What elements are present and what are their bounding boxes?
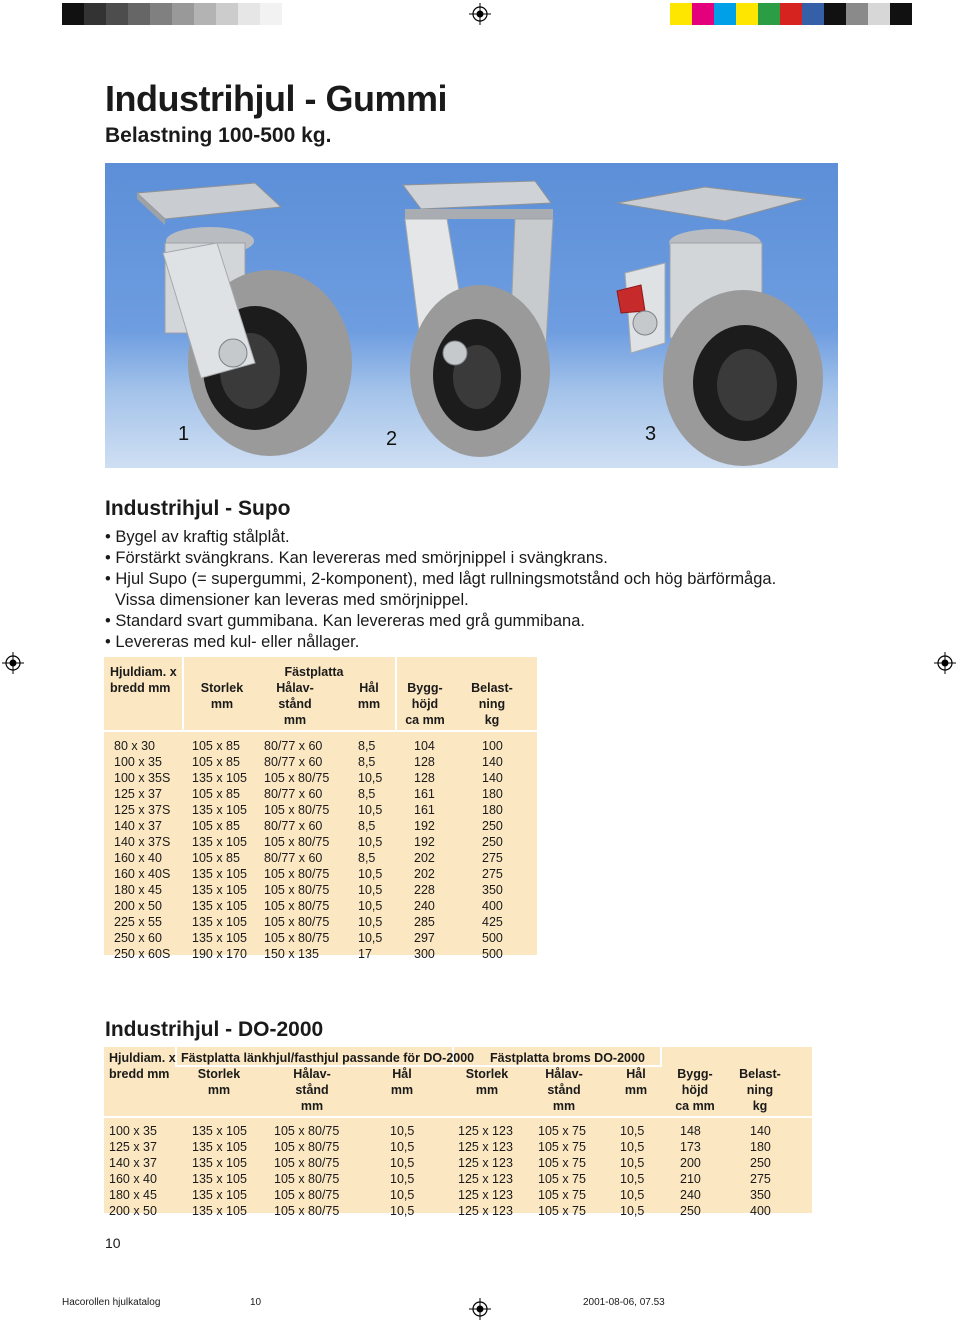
table-cell: 10,5 bbox=[390, 1172, 415, 1186]
page-subtitle: Belastning 100-500 kg. bbox=[105, 124, 332, 147]
color-swatch bbox=[890, 3, 912, 25]
table-cell: 100 x 35S bbox=[114, 771, 171, 785]
list-item: • Levereras med kul- eller nållager. bbox=[105, 633, 360, 651]
table-cell: 350 bbox=[482, 883, 503, 897]
table-row bbox=[104, 930, 537, 946]
header-storlek-1: Storlek mm bbox=[197, 1067, 241, 1097]
table-cell: 192 bbox=[414, 819, 435, 833]
table-cell: 150 x 135 bbox=[264, 947, 319, 961]
table-cell: 135 x 105 bbox=[192, 1156, 247, 1170]
table-cell: 100 bbox=[482, 739, 503, 753]
color-swatch bbox=[736, 3, 758, 25]
table-cell: 105 x 80/75 bbox=[264, 915, 330, 929]
table-cell: 400 bbox=[482, 899, 503, 913]
photo-label-2: 2 bbox=[386, 428, 398, 450]
table-cell: 135 x 105 bbox=[192, 1124, 247, 1138]
table-cell: 105 x 80/75 bbox=[264, 899, 330, 913]
table-cell: 161 bbox=[414, 803, 435, 817]
list-item: • Förstärkt svängkrans. Kan levereras med smörjnippel i svängkrans. bbox=[105, 549, 608, 567]
table-cell: 10,5 bbox=[390, 1204, 415, 1218]
table-cell: 105 x 80/75 bbox=[264, 931, 330, 945]
table-cell: 10,5 bbox=[358, 771, 383, 785]
table-cell: 8,5 bbox=[358, 851, 376, 865]
table-cell: 105 x 80/75 bbox=[264, 883, 330, 897]
table-cell: 105 x 85 bbox=[192, 755, 240, 769]
table-row bbox=[104, 738, 537, 754]
footer-page: 10 bbox=[250, 1297, 262, 1308]
table-cell: 8,5 bbox=[358, 787, 376, 801]
table-cell: 135 x 105 bbox=[192, 771, 247, 785]
table-cell: 80 x 30 bbox=[114, 739, 156, 753]
header-belastning: Belast- ning kg bbox=[471, 681, 513, 727]
table-cell: 300 bbox=[414, 947, 435, 961]
table-cell: 80/77 x 60 bbox=[264, 851, 323, 865]
table-cell: 17 bbox=[358, 947, 372, 961]
color-swatch bbox=[670, 3, 692, 25]
table-cell: 10,5 bbox=[620, 1156, 645, 1170]
table-cell: 80/77 x 60 bbox=[264, 787, 323, 801]
table-cell: 160 x 40 bbox=[114, 851, 162, 865]
table-cell: 135 x 105 bbox=[192, 867, 247, 881]
gray-swatch bbox=[62, 3, 84, 25]
registration-mark-top bbox=[469, 3, 491, 25]
table-cell: 135 x 105 bbox=[192, 1204, 247, 1218]
table-row bbox=[104, 946, 537, 962]
header-bygghojd: Bygg- höjd ca mm bbox=[675, 1067, 715, 1113]
table-cell: 105 x 75 bbox=[538, 1188, 586, 1202]
table-cell: 135 x 105 bbox=[192, 1188, 247, 1202]
table-cell: 125 x 37S bbox=[114, 803, 171, 817]
table-cell: 135 x 105 bbox=[192, 915, 247, 929]
table-cell: 250 bbox=[680, 1204, 701, 1218]
header-halavstand: Hålav- stånd mm bbox=[276, 681, 314, 727]
table-row bbox=[104, 882, 537, 898]
table-cell: 8,5 bbox=[358, 755, 376, 769]
table-row bbox=[104, 1155, 812, 1171]
table-cell: 200 bbox=[680, 1156, 701, 1170]
gray-swatch bbox=[128, 3, 150, 25]
color-calibration-strip bbox=[670, 3, 912, 25]
table-cell: 105 x 80/75 bbox=[274, 1188, 340, 1202]
registration-mark-right bbox=[934, 652, 956, 674]
list-item: • Hjul Supo (= supergummi, 2-komponent), med lågt rullningsmotstånd och hög bärförmåga. bbox=[105, 570, 777, 588]
table-cell: 105 x 80/75 bbox=[264, 835, 330, 849]
table-cell: 80/77 x 60 bbox=[264, 819, 323, 833]
table-cell: 200 x 50 bbox=[114, 899, 162, 913]
table-row bbox=[104, 898, 537, 914]
table-cell: 140 bbox=[482, 771, 503, 785]
table-cell: 180 bbox=[482, 803, 503, 817]
table-row bbox=[104, 818, 537, 834]
table-cell: 173 bbox=[680, 1140, 701, 1154]
table-cell: 135 x 105 bbox=[192, 931, 247, 945]
table-cell: 285 bbox=[414, 915, 435, 929]
table-cell: 80/77 x 60 bbox=[264, 755, 323, 769]
table-cell: 250 bbox=[482, 835, 503, 849]
caster-wheels-photo bbox=[105, 163, 838, 468]
table-cell: 10,5 bbox=[390, 1124, 415, 1138]
table-cell: 275 bbox=[750, 1172, 771, 1186]
footer-catalog-name: Hacorollen hjulkatalog bbox=[62, 1297, 161, 1308]
table-row bbox=[104, 1203, 812, 1219]
table-cell: 105 x 75 bbox=[538, 1172, 586, 1186]
table-row bbox=[104, 914, 537, 930]
table-cell: 105 x 75 bbox=[538, 1124, 586, 1138]
table-cell: 10,5 bbox=[358, 899, 383, 913]
table-cell: 148 bbox=[680, 1124, 701, 1138]
table-cell: 160 x 40S bbox=[114, 867, 171, 881]
table-cell: 135 x 105 bbox=[192, 1172, 247, 1186]
table-row bbox=[104, 1187, 812, 1203]
table-cell: 10,5 bbox=[620, 1140, 645, 1154]
table-cell: 10,5 bbox=[390, 1156, 415, 1170]
header-storlek: Storlek mm bbox=[200, 681, 244, 711]
color-swatch bbox=[846, 3, 868, 25]
table-row bbox=[104, 850, 537, 866]
table-cell: 135 x 105 bbox=[192, 803, 247, 817]
table-cell: 210 bbox=[680, 1172, 701, 1186]
table-cell: 180 x 45 bbox=[114, 883, 162, 897]
page-number: 10 bbox=[105, 1235, 121, 1251]
table-cell: 200 x 50 bbox=[109, 1204, 157, 1218]
color-swatch bbox=[758, 3, 780, 25]
color-swatch bbox=[868, 3, 890, 25]
table-cell: 10,5 bbox=[620, 1124, 645, 1138]
table-cell: 125 x 123 bbox=[458, 1140, 513, 1154]
table-cell: 180 x 45 bbox=[109, 1188, 157, 1202]
table-row bbox=[104, 770, 537, 786]
table-cell: 105 x 85 bbox=[192, 851, 240, 865]
table-cell: 140 x 37 bbox=[109, 1156, 157, 1170]
header-storlek-2: Storlek mm bbox=[465, 1067, 509, 1097]
table-cell: 140 x 37 bbox=[114, 819, 162, 833]
registration-mark-left bbox=[2, 652, 24, 674]
table-cell: 180 bbox=[482, 787, 503, 801]
table-cell: 105 x 80/75 bbox=[264, 803, 330, 817]
table-cell: 125 x 37 bbox=[114, 787, 162, 801]
table-cell: 128 bbox=[414, 771, 435, 785]
header-halavstand-1: Hålav- stånd mm bbox=[293, 1067, 331, 1113]
gray-swatch bbox=[260, 3, 282, 25]
page-title: Industrihjul - Gummi bbox=[105, 78, 447, 119]
color-swatch bbox=[802, 3, 824, 25]
table-cell: 105 x 75 bbox=[538, 1156, 586, 1170]
table-cell: 125 x 123 bbox=[458, 1188, 513, 1202]
table-cell: 250 bbox=[482, 819, 503, 833]
table-cell: 425 bbox=[482, 915, 503, 929]
header-fastplatta-broms: Fästplatta broms DO-2000 bbox=[490, 1051, 645, 1065]
table-cell: 400 bbox=[750, 1204, 771, 1218]
table-row bbox=[104, 834, 537, 850]
header-hal-2: Hål mm bbox=[624, 1067, 648, 1097]
header-belastning: Belast- ning kg bbox=[739, 1067, 781, 1113]
table-cell: 10,5 bbox=[358, 835, 383, 849]
table-cell: 105 x 80/75 bbox=[274, 1124, 340, 1138]
table-cell: 275 bbox=[482, 867, 503, 881]
header-fastplatta-lankhjul: Fästplatta länkhjul/fasthjul passande för DO-2000 bbox=[181, 1051, 475, 1065]
color-swatch bbox=[692, 3, 714, 25]
table-cell: 297 bbox=[414, 931, 435, 945]
gray-swatch bbox=[172, 3, 194, 25]
supo-feature-list bbox=[105, 527, 776, 653]
table-cell: 202 bbox=[414, 867, 435, 881]
header-bygghojd: Bygg- höjd ca mm bbox=[405, 681, 445, 727]
table-cell: 105 x 75 bbox=[538, 1204, 586, 1218]
table-row bbox=[104, 1123, 812, 1139]
table-cell: 10,5 bbox=[390, 1188, 415, 1202]
caster-wheel-2 bbox=[403, 181, 553, 457]
color-swatch bbox=[824, 3, 846, 25]
table-cell: 104 bbox=[414, 739, 435, 753]
supo-heading: Industrihjul - Supo bbox=[105, 497, 291, 520]
table-cell: 125 x 37 bbox=[109, 1140, 157, 1154]
table-row bbox=[104, 786, 537, 802]
table-cell: 140 bbox=[750, 1124, 771, 1138]
supo-spec-table bbox=[104, 657, 537, 961]
table-cell: 275 bbox=[482, 851, 503, 865]
table-cell: 8,5 bbox=[358, 819, 376, 833]
table-cell: 180 bbox=[750, 1140, 771, 1154]
list-item: • Bygel av kraftig stålplåt. bbox=[105, 528, 290, 546]
table-row bbox=[104, 866, 537, 882]
table-cell: 8,5 bbox=[358, 739, 376, 753]
table-cell: 125 x 123 bbox=[458, 1172, 513, 1186]
table-cell: 10,5 bbox=[358, 803, 383, 817]
table-row bbox=[104, 754, 537, 770]
table-cell: 10,5 bbox=[620, 1172, 645, 1186]
footer-timestamp: 2001-08-06, 07.53 bbox=[583, 1297, 665, 1308]
table-cell: 202 bbox=[414, 851, 435, 865]
table-cell: 105 x 80/75 bbox=[274, 1156, 340, 1170]
table-cell: 105 x 75 bbox=[538, 1140, 586, 1154]
table-cell: 225 x 55 bbox=[114, 915, 162, 929]
table-cell: 250 bbox=[750, 1156, 771, 1170]
header-fastplatta: Fästplatta bbox=[284, 665, 344, 679]
table-cell: 10,5 bbox=[390, 1140, 415, 1154]
table-cell: 105 x 85 bbox=[192, 819, 240, 833]
table-row bbox=[104, 802, 537, 818]
table-cell: 10,5 bbox=[620, 1204, 645, 1218]
table-cell: 10,5 bbox=[358, 867, 383, 881]
table-cell: 80/77 x 60 bbox=[264, 739, 323, 753]
registration-mark-bottom bbox=[469, 1298, 491, 1320]
table-cell: 105 x 80/75 bbox=[274, 1172, 340, 1186]
table-cell: 350 bbox=[750, 1188, 771, 1202]
table-cell: 500 bbox=[482, 947, 503, 961]
color-swatch bbox=[780, 3, 802, 25]
table-cell: 105 x 85 bbox=[192, 787, 240, 801]
table-cell: 228 bbox=[414, 883, 435, 897]
table-cell: 160 x 40 bbox=[109, 1172, 157, 1186]
table-cell: 135 x 105 bbox=[192, 835, 247, 849]
table-cell: 190 x 170 bbox=[192, 947, 247, 961]
table-cell: 105 x 80/75 bbox=[264, 771, 330, 785]
table-cell: 10,5 bbox=[620, 1188, 645, 1202]
list-item: • Standard svart gummibana. Kan levereras med grå gummibana. bbox=[105, 612, 585, 630]
table-cell: 500 bbox=[482, 931, 503, 945]
photo-label-1: 1 bbox=[178, 423, 190, 445]
header-hjuldiam: Hjuldiam. x bredd mm bbox=[110, 665, 177, 695]
color-swatch bbox=[714, 3, 736, 25]
gray-swatch bbox=[238, 3, 260, 25]
table-cell: 100 x 35 bbox=[109, 1124, 157, 1138]
header-hjuldiam: Hjuldiam. x bredd mm bbox=[109, 1051, 176, 1081]
gray-swatch bbox=[150, 3, 172, 25]
table-cell: 105 x 80/75 bbox=[274, 1140, 340, 1154]
table-cell: 161 bbox=[414, 787, 435, 801]
table-cell: 135 x 105 bbox=[192, 899, 247, 913]
photo-label-3: 3 bbox=[645, 423, 657, 445]
table-cell: 140 x 37S bbox=[114, 835, 171, 849]
table-cell: 140 bbox=[482, 755, 503, 769]
table-cell: 105 x 85 bbox=[192, 739, 240, 753]
table-cell: 250 x 60 bbox=[114, 931, 162, 945]
table-cell: 10,5 bbox=[358, 883, 383, 897]
table-cell: 125 x 123 bbox=[458, 1124, 513, 1138]
do2000-spec-table bbox=[104, 1047, 812, 1218]
table-cell: 240 bbox=[414, 899, 435, 913]
gray-swatch bbox=[216, 3, 238, 25]
table-cell: 10,5 bbox=[358, 931, 383, 945]
do2000-heading: Industrihjul - DO-2000 bbox=[105, 1018, 324, 1041]
table-cell: 125 x 123 bbox=[458, 1204, 513, 1218]
table-cell: 105 x 80/75 bbox=[274, 1204, 340, 1218]
grayscale-calibration-strip bbox=[62, 3, 282, 25]
header-halavstand-2: Hålav- stånd mm bbox=[545, 1067, 583, 1113]
table-cell: 135 x 105 bbox=[192, 1140, 247, 1154]
table-cell: 128 bbox=[414, 755, 435, 769]
table-cell: 100 x 35 bbox=[114, 755, 162, 769]
gray-swatch bbox=[106, 3, 128, 25]
list-item: Vissa dimensioner kan leveras med smörjnippel. bbox=[115, 591, 469, 609]
table-cell: 192 bbox=[414, 835, 435, 849]
header-hal: Hål mm bbox=[357, 681, 381, 711]
table-cell: 105 x 80/75 bbox=[264, 867, 330, 881]
table-cell: 135 x 105 bbox=[192, 883, 247, 897]
header-hal-1: Hål mm bbox=[390, 1067, 414, 1097]
gray-swatch bbox=[84, 3, 106, 25]
table-cell: 10,5 bbox=[358, 915, 383, 929]
caster-wheel-1 bbox=[137, 183, 352, 456]
table-cell: 240 bbox=[680, 1188, 701, 1202]
table-cell: 125 x 123 bbox=[458, 1156, 513, 1170]
gray-swatch bbox=[194, 3, 216, 25]
table-cell: 250 x 60S bbox=[114, 947, 171, 961]
table-row bbox=[104, 1171, 812, 1187]
table-row bbox=[104, 1139, 812, 1155]
